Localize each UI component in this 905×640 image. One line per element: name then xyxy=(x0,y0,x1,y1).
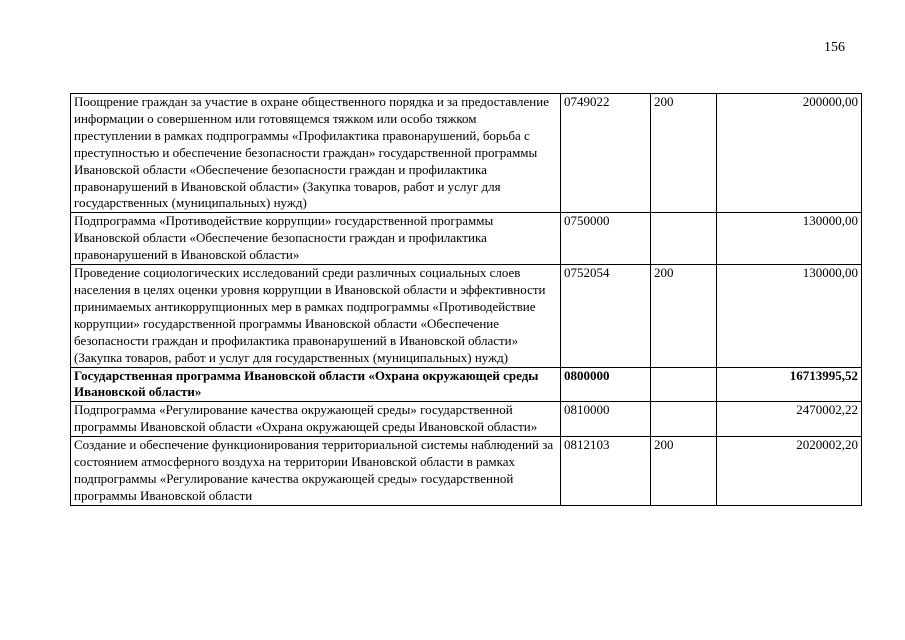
row-target-code: 0750000 xyxy=(561,213,651,265)
row-expense-type xyxy=(651,402,717,437)
row-sum: 2020002,20 xyxy=(717,437,862,506)
row-sum: 16713995,52 xyxy=(717,367,862,402)
row-target-code: 0752054 xyxy=(561,265,651,367)
table-row xyxy=(71,402,862,437)
budget-table xyxy=(70,93,862,506)
row-target-code: 0810000 xyxy=(561,402,651,437)
row-target-code: 0812103 xyxy=(561,437,651,506)
row-name: Подпрограмма «Регулирование качества окружающей среды» государственной программы Ивановской области «Охрана окружающей среды Ивановской области» xyxy=(71,402,561,437)
row-expense-type: 200 xyxy=(651,437,717,506)
row-expense-type xyxy=(651,213,717,265)
table-row xyxy=(71,367,862,402)
row-expense-type: 200 xyxy=(651,265,717,367)
row-sum: 130000,00 xyxy=(717,213,862,265)
row-sum: 2470002,22 xyxy=(717,402,862,437)
row-name: Государственная программа Ивановской области «Охрана окружающей среды Ивановской области» xyxy=(71,367,561,402)
table-row xyxy=(71,437,862,506)
row-expense-type xyxy=(651,367,717,402)
row-target-code: 0800000 xyxy=(561,367,651,402)
row-sum: 200000,00 xyxy=(717,94,862,213)
row-name: Подпрограмма «Противодействие коррупции» государственной программы Ивановской области «Обеспечение безопасности граждан и профилактика правонарушений в Ивановской области» xyxy=(71,213,561,265)
row-expense-type: 200 xyxy=(651,94,717,213)
page-number: 156 xyxy=(824,40,845,55)
table-row xyxy=(71,94,862,213)
row-name: Проведение социологических исследований среди различных социальных слоев населения в целях оценки уровня коррупции в Ивановской области и эффективности принимаемых антикоррупционных мер в рамках подпрограммы «Противодействие коррупции» государственной программы Ивановской области «Обеспечение безопасности граждан и профилактика правонарушений в Ивановской области» (Закупка товаров, работ и услуг для государственных (муниципальных) нужд) xyxy=(71,265,561,367)
table-row xyxy=(71,213,862,265)
row-name: Поощрение граждан за участие в охране общественного порядка и за предоставление информации о совершенном или готовящемся тяжком или особо тяжком преступлении в рамках подпрограммы «Профилактика правонарушений, борьба с преступностью и обеспечение безопасности граждан» государственной программы Ивановской области «Обеспечение безопасности граждан и профилактика правонарушений в Ивановской области» (Закупка товаров, работ и услуг для государственных (муниципальных) нужд) xyxy=(71,94,561,213)
table-row xyxy=(71,265,862,367)
row-sum: 130000,00 xyxy=(717,265,862,367)
row-target-code: 0749022 xyxy=(561,94,651,213)
row-name: Создание и обеспечение функционирования территориальной системы наблюдений за состоянием атмосферного воздуха на территории Ивановской области в рамках подпрограммы «Регулирование качества окружающей среды» государственной программы Ивановской области xyxy=(71,437,561,506)
